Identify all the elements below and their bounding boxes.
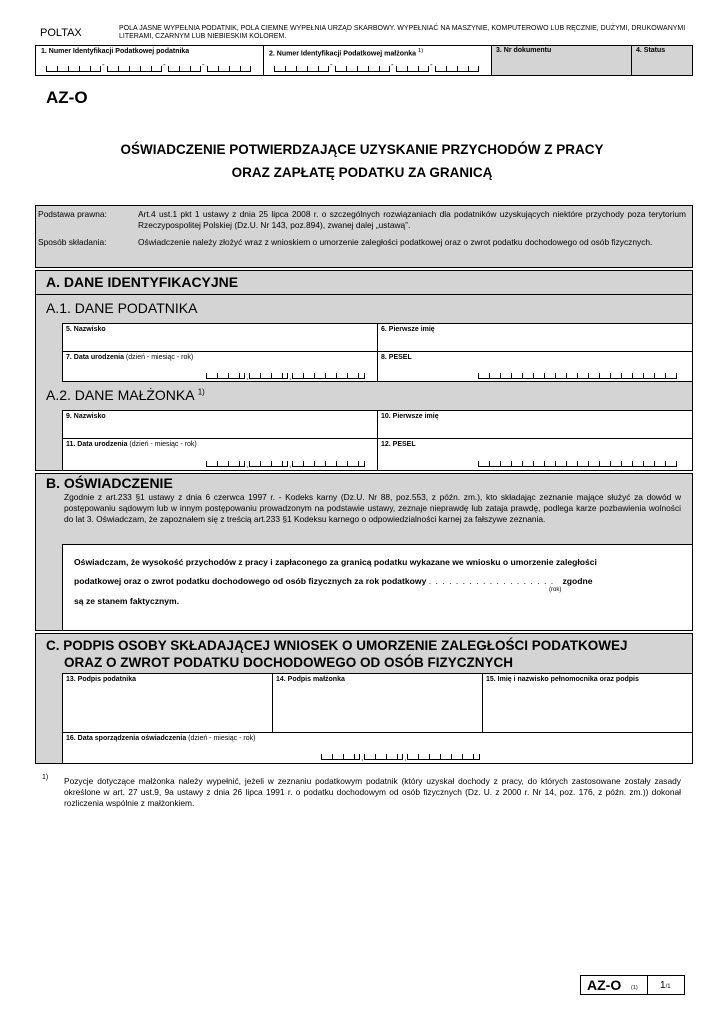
- spouse-nip-footnote: 1): [418, 48, 424, 54]
- nip-dash: -: [391, 60, 394, 69]
- status-field: [631, 45, 693, 76]
- nip-dash: -: [430, 60, 433, 69]
- declaration-date-field[interactable]: [62, 732, 693, 764]
- spouse-nip-label: 2. Numer Identyfikacji Podatkowej małżonka: [269, 50, 417, 58]
- declaration-line1: Oświadczam, że wysokość przychodów z pracy i zapłaconego za granicą podatku wykazane we wniosku o umorzenie zaległości: [74, 557, 597, 567]
- nip-dash: -: [330, 60, 333, 69]
- form-code: AZ-O: [46, 88, 88, 107]
- pesel-label: 8. PESEL: [381, 354, 412, 361]
- submission-method-label: Sposób składania:: [38, 237, 107, 247]
- surname-field[interactable]: [62, 323, 378, 352]
- taxpayer-signature-label: 13. Podpis podatnika: [66, 676, 137, 683]
- spouse-signature-field[interactable]: [272, 673, 483, 733]
- date-comma: ,: [246, 460, 249, 469]
- proxy-signature-label: 15. Imię i nazwisko pełnomocnika oraz podpis: [486, 676, 639, 683]
- nip-dash: -: [202, 60, 205, 69]
- spouse-birth-date-hint: (dzień - miesiąc - rok): [129, 441, 197, 448]
- title-line2: ORAZ ZAPŁATĘ PODATKU ZA GRANICĄ: [231, 165, 493, 180]
- status-label: 4. Status: [636, 47, 666, 54]
- title-line1: OŚWIADCZENIE POTWIERDZAJĄCE UZYSKANIE PRZYCHODÓW Z PRACY: [120, 142, 604, 157]
- spouse-surname-label: 9. Nazwisko: [66, 413, 106, 420]
- document-number-field: [491, 45, 632, 76]
- section-c-title-line2: ORAZ O ZWROT PODATKU DOCHODOWEGO OD OSÓB FIZYCZNYCH: [64, 655, 513, 670]
- nip-dash: -: [163, 60, 166, 69]
- declaration-date-hint: (dzień - miesiąc - rok): [188, 735, 256, 742]
- section-b-title: B. OŚWIADCZENIE: [46, 475, 173, 491]
- pesel-field[interactable]: [377, 351, 693, 382]
- nip-dash: -: [102, 60, 105, 69]
- spouse-pesel-field[interactable]: [377, 438, 693, 471]
- poltax-label: POLTAX: [40, 27, 82, 39]
- section-a2-footnote: 1): [197, 387, 205, 397]
- date-comma: ,: [246, 372, 249, 381]
- tax-year-input[interactable]: . . . . . . . . . . . . . . . . . . .: [428, 576, 555, 586]
- first-name-field[interactable]: [377, 323, 693, 352]
- document-number-label: 3. Nr dokumentu: [496, 47, 552, 54]
- declaration-line2: podatkowej oraz o zwrot podatku dochodowego od osób fizycznych za rok podatkowy: [74, 576, 427, 586]
- footnote-marker: 1): [42, 774, 49, 781]
- proxy-signature-field[interactable]: [482, 673, 693, 733]
- header-instructions: POLA JASNE WYPEŁNIA PODATNIK, POLA CIEMNE WYPEŁNIA URZĄD SKARBOWY. WYPEŁNIAĆ NA MASZYNIE, KOMPUTEROWO LUB RĘCZNIE, DUŻYMI, DRUKOWANYMI LITERAMI, CZARNYM LUB NIEBIESKIM KOLOREM.: [119, 25, 686, 40]
- surname-label: 5. Nazwisko: [66, 326, 106, 333]
- date-comma: ,: [289, 460, 292, 469]
- declaration-date-label: 16. Data sporządzenia oświadczenia: [66, 735, 187, 742]
- tax-year-hint: (rok): [549, 587, 562, 593]
- footer-page-number: 1: [660, 980, 666, 991]
- section-a1-title: A.1. DANE PODATNIKA: [46, 300, 198, 316]
- section-c-title-line1: C. PODPIS OSOBY SKŁADAJĄCEJ WNIOSEK O UMORZENIE ZALEGŁOŚCI PODATKOWEJ: [46, 638, 628, 653]
- spouse-birth-date-field[interactable]: [62, 438, 378, 471]
- section-b-warning: Zgodnie z art.233 §1 ustawy z dnia 6 czerwca 1997 r. - Kodeks karny (Dz.U. Nr 88, poz.553, z późn. zm.), kto składając zeznanie mające służyć za dowód w postępowaniu sądowym lub w innym postępowaniu prowadzonym na podstawie ustawy, zeznaje nieprawdę lub zataja prawdę, podlega karze pozbawienia wolności do lat 3. Oświadczam, że zapoznałem się z treścią art.233 §1 Kodeksu karnego o odpowiedzialności karnej za fałszywe zeznania.: [64, 492, 681, 524]
- spouse-birth-date-label: 11. Data urodzenia: [66, 441, 128, 448]
- footnote-text: Pozycje dotyczące małżonka należy wypełnić, jeżeli w zeznaniu podatkowym podatnik (który uzyskał dochody z pracy, do których zastosowane zostały zasady określone w art. 27 ust.9, 9a ustawy z dnia 26 lipca 1991 r. o podatku dochodowym od osób fizycznych (Dz. U. z 2000 r. Nr 14, poz. 176, z późn. zm.)) dokonał rozliczenia wspólnie z małżonkiem.: [64, 776, 681, 808]
- legal-basis-label: Podstawa prawna:: [38, 209, 107, 219]
- section-a-title: A. DANE IDENTYFIKACYJNE: [46, 274, 239, 290]
- spouse-signature-label: 14. Podpis małżonka: [276, 676, 345, 683]
- submission-method-text: Oświadczenie należy złożyć wraz z wnioskiem o umorzenie zaległości podatkowej oraz o zwrot podatku dochodowego od osób fizycznych.: [138, 237, 653, 247]
- declaration-box: [62, 544, 693, 631]
- taxpayer-signature-field[interactable]: [62, 673, 273, 733]
- taxpayer-nip-label: 1. Numer Identyfikacji Podatkowej podatnika: [41, 48, 190, 55]
- birth-date-label: 7. Data urodzenia: [66, 354, 124, 361]
- taxpayer-nip-field[interactable]: [35, 45, 264, 76]
- spouse-first-name-field[interactable]: [377, 410, 693, 439]
- spouse-first-name-label: 10. Pierwsze imię: [381, 413, 439, 420]
- birth-date-hint: (dzień - miesiąc - rok): [125, 354, 194, 361]
- declaration-line3: są ze stanem faktycznym.: [74, 596, 180, 606]
- footer-code-box: [580, 975, 648, 995]
- footer-version: (1): [631, 985, 638, 991]
- legal-basis-box: [35, 205, 693, 268]
- spouse-surname-field[interactable]: [62, 410, 378, 439]
- date-comma: ,: [289, 372, 292, 381]
- section-a2-title: A.2. DANE MAŁŻONKA: [46, 387, 194, 403]
- footer-page-box: [647, 975, 685, 995]
- section-a-divider: [35, 294, 693, 295]
- first-name-label: 6. Pierwsze imię: [381, 326, 435, 333]
- birth-date-field[interactable]: [62, 351, 378, 382]
- footer-form-code: AZ-O: [587, 977, 622, 993]
- declaration-line2-end: zgodne: [562, 576, 593, 586]
- legal-basis-text: Art.4 ust.1 pkt 1 ustawy z dnia 25 lipca 2008 r. o szczególnych rozwiązaniach dla podatników uzyskujących niektóre przychody poza terytorium Rzeczypospolitej Polskiej (Dz.U. Nr 143, poz.894), zwanej dalej „ustawą”.: [138, 209, 686, 230]
- date-comma: ,: [404, 753, 407, 762]
- date-comma: ,: [361, 753, 364, 762]
- footer-page-total: /1: [665, 984, 671, 990]
- spouse-nip-field[interactable]: [263, 45, 492, 76]
- spouse-pesel-label: 12. PESEL: [381, 441, 416, 448]
